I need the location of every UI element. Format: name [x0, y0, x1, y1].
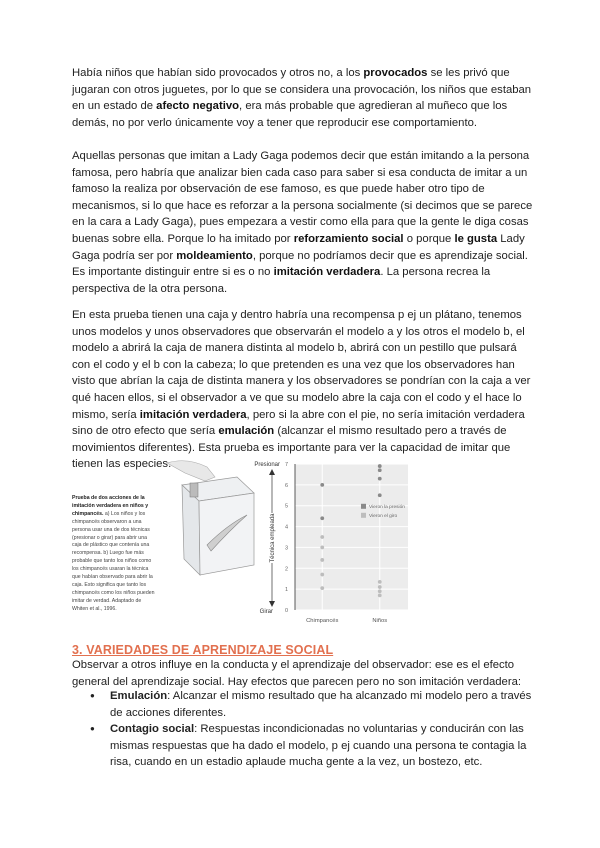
data-point — [378, 594, 382, 598]
bold-term: reforzamiento social — [293, 232, 404, 245]
section-heading: 3. VARIEDADES DE APRENDIZAJE SOCIAL — [72, 643, 334, 657]
y-tick-label: 0 — [284, 608, 288, 614]
data-point — [320, 558, 324, 562]
text-run: o porque — [403, 232, 455, 245]
legend-label: Vieron el giro — [369, 513, 398, 519]
y-axis-label: Técnica empleada — [270, 513, 276, 563]
text-run: . La persona recrea la perspectiva de la otra persona. — [72, 266, 491, 295]
bold-term: le gusta — [454, 232, 498, 245]
text-run: En esta prueba tienen una caja y dentro habría una recompensa p ej un plátano, tenemos unos modelos y unos observadores que observarán el modelo a y los otros el modelo b, el modelo a abrirá la caja de manera distinta al modelo b, abrirá con un pestillo que pulsará con el codo y el b con la cabeza; lo que pretenden es una vez que los observadores han visto que abrían la caja de distinta manera y los observadores se pondrían con la caja a ver qué hacen ellos, si el observador a ve que su modelo abre la caja con el codo y el hace lo mismo, sería — [72, 309, 531, 421]
paragraph-imitacion-verdadera — [72, 264, 534, 297]
y-tick-label: 2 — [284, 566, 288, 573]
data-point — [378, 580, 382, 584]
caption-title: Prueba de dos acciones de la imitación verdadera en niños y chimpancés. — [72, 495, 149, 517]
data-point — [320, 546, 324, 550]
bullet-text: : Respuestas incondicionadas no voluntarias y conducirán con las mismas respuestas que ha dado el modelo, p ej cuando una persona te contagia la risa, cuando en un estadio aplaude mucha gente a la vez, un bostezo, etc. — [110, 723, 527, 769]
text-run: , pero si la abre con el pie, no sería imitación verdadera sino de otro efecto que sería — [72, 408, 525, 438]
bullet-emulacion — [110, 688, 534, 721]
bullet-term: Emulación — [110, 690, 168, 702]
data-point — [320, 535, 324, 539]
arrow-down-icon — [269, 601, 275, 607]
text-run: Aquellas personas que imitan a Lady Gaga podemos decir que están imitando a la persona famosa, pero habría que analizar bien cada caso para saber si esa conducta de imitar a un famoso la realiza por observación de ese famoso, es que puede haber otro tipo de mecanismos, si lo que hace es reforzar a la persona socialmente (si decimos que se parece en la cara a Lady Gaga), pues empezara a vestir como ella para que la gente le diga cosas buenas sobre ella. Porque lo ha imitado por — [72, 150, 533, 245]
paragraph-provocados — [72, 65, 534, 131]
y-tick-label: 1 — [284, 587, 288, 594]
figure-caption — [72, 495, 157, 614]
data-point — [378, 589, 382, 593]
data-point — [378, 585, 382, 589]
y-top-label: Presionar — [254, 462, 280, 468]
section-intro: Observar a otros influye en la conducta y el aprendizaje del observador: ese es el efecto general del aprendizaje social. Hay efectos que parecen pero no son imitación verdadera: — [72, 659, 522, 688]
text-run: Es importante distinguir entre si es o no — [72, 266, 274, 278]
paragraph-lady-gaga — [72, 148, 534, 264]
plot-background — [295, 464, 408, 610]
bold-term: provocados — [363, 67, 428, 79]
bold-term: imitación verdadera — [139, 408, 247, 421]
y-tick-label: 6 — [284, 482, 288, 489]
text-run: se les privó que jugaran con otros juguetes, por lo que se considera una provocación, los niños que estaban en un estado de — [72, 67, 532, 113]
arrow-up-icon — [269, 469, 275, 475]
data-point — [320, 586, 324, 590]
data-point — [320, 483, 324, 487]
caption-body: a) Los niños y los chimpancés observaron a una persona usar una de dos técnicas (presionar o girar) para abrir una caja de plástico que contenía una recompensa. b) Luego fue más probable que tanto los niños como los chimpancés usaran la técnica que habían observado para abrir la caja. Esto significa que tanto los chimpancés como los niños pueden imitar de verdad. Adaptado de Whiten et al., 1996. — [72, 510, 155, 612]
y-tick-label: 3 — [284, 545, 288, 552]
y-tick-label: 4 — [284, 524, 288, 531]
legend-label: Vieron la presión — [369, 504, 405, 510]
data-point — [378, 477, 382, 481]
y-tick-label: 5 — [284, 503, 288, 510]
y-bottom-label: Girar — [259, 609, 273, 615]
bold-term: emulación — [218, 425, 275, 438]
text-run: , porque no podríamos decir que es aprendizaje social. — [252, 249, 528, 262]
x-tick-label: Niños — [372, 618, 388, 624]
bold-term: afecto negativo — [156, 100, 240, 113]
data-point — [378, 464, 382, 468]
text-run: , era más probable que agredieran al muñeco que los demás, no por verlo únicamente voy a tener que reproducir ese comportamiento. — [72, 100, 508, 129]
scatter-chart — [250, 455, 410, 627]
bullet-contagio-social — [110, 721, 534, 771]
data-point — [378, 493, 382, 497]
data-point — [378, 468, 382, 472]
y-tick-label: 7 — [284, 462, 288, 468]
bullet-term: Contagio social — [110, 723, 195, 736]
bullet-list — [72, 688, 534, 771]
bullet-text: : Alcanzar el mismo resultado que ha alcanzado mi modelo pero a través de acciones diferentes. — [110, 690, 532, 719]
legend-swatch — [361, 513, 366, 518]
text-run: Había niños que habían sido provocados y otros no, a los — [72, 67, 364, 79]
bold-term: moldeamiento — [176, 249, 253, 262]
bold-term: imitación verdadera — [273, 266, 381, 278]
x-tick-label: Chimpancés — [306, 618, 339, 624]
text-run: (alcanzar el mismo resultado pero a través de movimientos diferentes). Esta prueba es importante para ver la capacidad de imitar que tienen las especies. — [72, 425, 511, 471]
figure-illustration — [72, 455, 257, 612]
paragraph-prueba-caja — [72, 307, 534, 473]
data-point — [320, 573, 324, 577]
text-run: Lady Gaga podría ser por — [72, 232, 525, 262]
data-point — [320, 516, 324, 520]
legend-swatch — [361, 504, 366, 509]
